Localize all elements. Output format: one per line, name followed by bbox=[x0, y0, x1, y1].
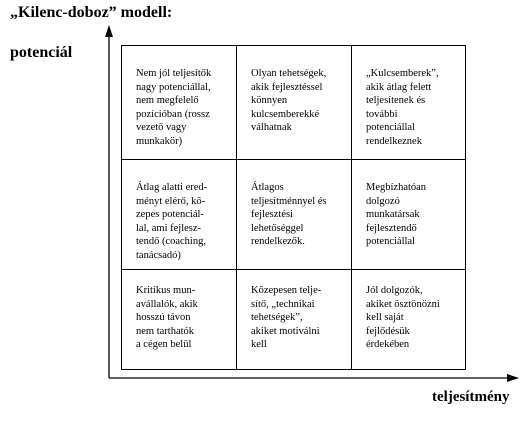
box-low-potential-high-performance: Jól dolgozók, akiket ösztönözni kell saját fejlődésük érdekében bbox=[352, 270, 466, 370]
x-axis-label: teljesítmény bbox=[432, 389, 510, 405]
box-low-potential-mid-performance: Közepesen telje- sítő, „technikai tehetségek”, akiket motiválni kell bbox=[237, 270, 352, 370]
box-mid-potential-low-performance: Átlag alatti ered- ményt elérő, kö- zepes potenciál- lal, ami fejlesz- tendő (coaching, tanácsadó) bbox=[121, 160, 237, 270]
box-low-potential-low-performance: Kritikus mun- avállalók, akik hosszú távon nem tarthatók a cégen belül bbox=[121, 270, 237, 370]
box-high-potential-mid-performance: Olyan tehetségek, akik fejlesztéssel könnyen kulcsemberekké válhatnak bbox=[237, 45, 352, 160]
diagram-title: „Kilenc-doboz” modell: bbox=[10, 4, 173, 21]
x-axis-arrowhead bbox=[507, 374, 519, 382]
box-mid-potential-mid-performance: Átlagos teljesítménnyel és fejlesztési lehetőséggel rendelkezők. bbox=[237, 160, 352, 270]
box-high-potential-low-performance: Nem jól teljesítők nagy potenciállal, nem megfelelő pozícióban (rossz vezető vagy munkakör) bbox=[121, 45, 237, 160]
box-high-potential-high-performance: „Kulcsemberek”, akik átlag felett teljesítenek és további potenciállal rendelkeznek bbox=[352, 45, 466, 160]
y-axis-arrowhead bbox=[105, 25, 113, 37]
nine-box-grid bbox=[121, 45, 466, 370]
box-mid-potential-high-performance: Megbízhatóan dolgozó munkatársak fejlesztendő potenciállal bbox=[352, 160, 466, 270]
y-axis-label: potenciál bbox=[10, 44, 73, 61]
